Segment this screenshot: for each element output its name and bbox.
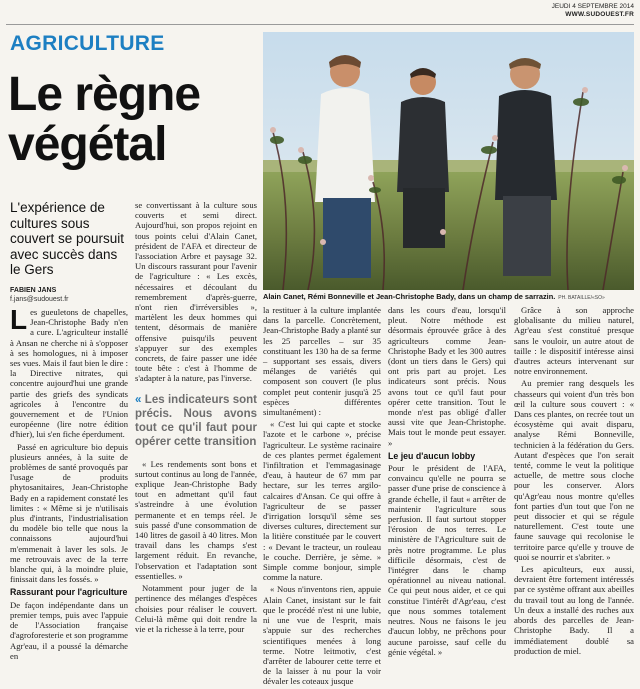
paragraph: la restituer à la culture implantée dans la parcelle. Concrètement, Jean-Christophe Bady a planté sur les 25 parcelles – sur 35 constituant les 130 ha de sa ferme – supportant ses essais, divers mélanges de variétés qui composent son couvert (le plus complet peut contenir jusqu'à 25 espèces différentes simultanément) : xyxy=(263,305,381,418)
photo-credit: PH. BATAILLE/«SO» xyxy=(558,295,605,301)
column-4 xyxy=(388,305,506,659)
kicker: L'expérience de cultures sous couvert se poursuit avec succès dans le Gers xyxy=(10,200,125,277)
subhead: Le jeu d'aucun lobby xyxy=(388,450,476,461)
column-3 xyxy=(263,305,381,689)
column-2 xyxy=(135,200,257,636)
pull-quote xyxy=(135,393,257,449)
top-rule xyxy=(6,24,634,25)
paragraph: Les apiculteurs, eux aussi, devraient être fortement intéressés par ce système offrant aux abeilles du travail tout au long de l'année. Un deux a installé des ruches aux abords des parcelles de Jean-Christophe Bady. Il a immédiatement doublé sa production de miel. xyxy=(514,564,634,656)
paragraph: se convertissant à la culture sous couverts et semi direct. Aujourd'hui, son propos rejoint en tous points celui d'Alain Canet, président de l'AFA et directeur de l'association Arbre et paysage 32. Un discours rassurant pour l'avenir de l'agriculture : « Les excès, nécessaires et découlant du remembrement d'après-guerre, n'ont rien d'irréversibles », martèlent les deux hommes qui tentent, désormais de manière offensive puisqu'ils peuvent s'appuyer sur des exemples concrets, de faire passer une idée toute bête : c'est à l'homme de s'adapter à la nature, pas l'inverse. xyxy=(135,200,257,384)
publication-date: JEUDI 4 SEPTEMBRE 2014 xyxy=(551,3,634,10)
paragraph: Pour le président de l'AFA, convaincu qu'elle ne pourra se passer d'une prise de conscience à grande échelle, il faut « arrêter de maintenir l'agriculture sous perfusion. Il faut surtout stopper l'érosion de nos terres. Le ministère de l'Agriculture suit de près notre programme. Le plus difficile désormais, c'est de l'intégrer dans le champ opérationnel au niveau national. Ce qui peut nous aider, et ce qui constitue l'intérêt d'Agr'eau, c'est que nous sommes totalement neutres. Nous ne faisons le jeu d'aucun lobby, ne prêchons pour aucune paroisse, sauf celle du génie végétal. » xyxy=(388,463,506,657)
paragraph: dans les cours d'eau, lorsqu'il pleut. Notre méthode est désormais éprouvée grâce à des agriculteurs comme Jean-Christophe Bady et les 300 autres (dont un tiers dans le Gers) qui ont pris part au projet. Les indicateurs sont précis. Nous avons tout ce qu'il faut pour opérer cette transition. Tout le monde n'est pas obligé d'aller aussi vite que Jean-Christophe. Mais tout le monde peut essayer. » xyxy=(388,305,506,448)
publication-info xyxy=(510,3,634,19)
column-5 xyxy=(514,305,634,658)
field-photo-illustration xyxy=(263,32,634,290)
drop-cap: L xyxy=(10,304,28,335)
paragraph: « C'est lui qui capte et stocke l'azote et le carbone », précise l'agriculteur. Le système racinaire de ces plantes permet également l'infiltration et l'emmagasinage d'eau, à hauteur de 67 mm par hectare, sur les terres argilo-calcaires d'Ansan. Ce qui offre à l'agriculteur de se passer d'irrigation lorsqu'il sème ses diverses cultures, directement sur la litière constituée par le couvert : « Devant le tracteur, un rouleau le couche. Derrière, je sème. » Simple comme bonjour, simple comme la nature. xyxy=(263,419,381,583)
author-name: FABIEN JANS xyxy=(10,287,57,294)
section-rubric: AGRICULTURE xyxy=(10,32,165,55)
paragraph xyxy=(10,304,128,440)
author-email[interactable]: f.jans@sudouest.fr xyxy=(10,296,69,303)
photo-caption xyxy=(263,292,634,303)
column-1 xyxy=(10,304,128,663)
paragraph: Au premier rang desquels les chasseurs qui voient d'un très bon œil la culture sous couvert : « Dans ces plantes, on recrée tout un écosystème qui avait disparu, analyse Rémi Bonneville, technicien à la fédération du Gers. Autant d'espèces que l'on serait tenté, comme le veut la politique actuelle, de mettre sous cloche pour les conserver. Alors qu'Agr'eau nous montre qu'elles font parties d'un tout que l'on ne peut dissocier et qui se régule naturellement. C'est toute une faune sauvage qui recolonise le territoire parce qu'elle y trouve de quoi se nourrir et s'abriter. » xyxy=(514,378,634,562)
paragraph: Grâce à son approche globalisante du milieu naturel, Agr'eau s'est constitué presque sans le vouloir, un autre atout de taille : le dispositif intéresse ainsi d'autres acteurs intervenant sur notre environnement. xyxy=(514,305,634,377)
paragraph: Passé en agriculture bio depuis plusieurs années, à la suite de problèmes de santé provoqués par l'usage de produits phytosanitaires, Jean-Christophe Bady en a rapidement constaté les limites : « Même si je n'utilisais plus d'intrants, l'industrialisation du modèle bio telle que nous la connaissons aujourd'hui m'emmenait à laver les sols. Je me retrouvais avec de la terre blanche qui, à la moindre pluie, finissait dans les fossés. » xyxy=(10,441,128,585)
caption-text: Alain Canet, Rémi Bonneville et Jean-Christophe Bady, dans un champ de sarrazin. xyxy=(263,292,556,301)
paragraph: « Les rendements sont bons et surtout continus au long de l'année, explique Jean-Christophe Bady tout en admettant qu'il faut s'astreindre à une évolution permanente et en temps réel. Je suis passé d'une consommation de 140 litres de gasoil à 40 litres. Mon travail dans les champs s'est largement réduit. En revanche, l'observation et l'adaptation sont essentielles. » xyxy=(135,458,257,581)
subhead: Rassurant pour l'agriculture xyxy=(10,587,128,598)
headline: Le règne végétal xyxy=(8,68,201,171)
article-photo xyxy=(263,32,634,290)
quote-mark-icon: « xyxy=(135,393,142,406)
paragraph: De façon indépendante dans un premier temps, puis avec l'appuie de l'Association française d'agroforesterie et son programme Agr'eau, il a poussé la démarche en xyxy=(10,599,128,661)
paragraph: « Nous n'inventons rien, appuie Alain Canet, insistant sur le fait que le procédé n'est ni une lubie, ni une vue de l'esprit, mais s'appuie sur des recherches scientifiques menées à long terme. Notre leitmotiv, c'est d'arrêter de labourer cette terre et de la laisser à nu pour la voir dévaler les coteaux jusque xyxy=(263,584,381,687)
paragraph-text: es gueuletons de chapelles, Jean-Christophe Bady n'en a cure. L'agriculteur installé à Ansan ne cherche ni à s'opposer à ses homologues, ni à imposer ses vues. Mais il faut bien le dire : la Directive nitrates, qui concentre aujourd'hui une grande partie des griefs des syndicats agricoles à l'encontre du gouvernement et de l'Union européenne (lire notre édition d'hier), lui s'en fiche éperdument. xyxy=(10,307,128,440)
byline xyxy=(10,286,68,304)
paragraph: Notamment pour juger de la pertinence des mélanges d'espèces choisies pour réaliser le couvert. Celui-là même qui doit rendre la vie et la richesse à la terre, pour xyxy=(135,583,257,634)
pull-quote-text: Les indicateurs sont précis. Nous avons tout ce qu'il faut pour opérer cette transition xyxy=(135,393,257,448)
publication-site[interactable]: WWW.SUDOUEST.FR xyxy=(565,11,634,18)
